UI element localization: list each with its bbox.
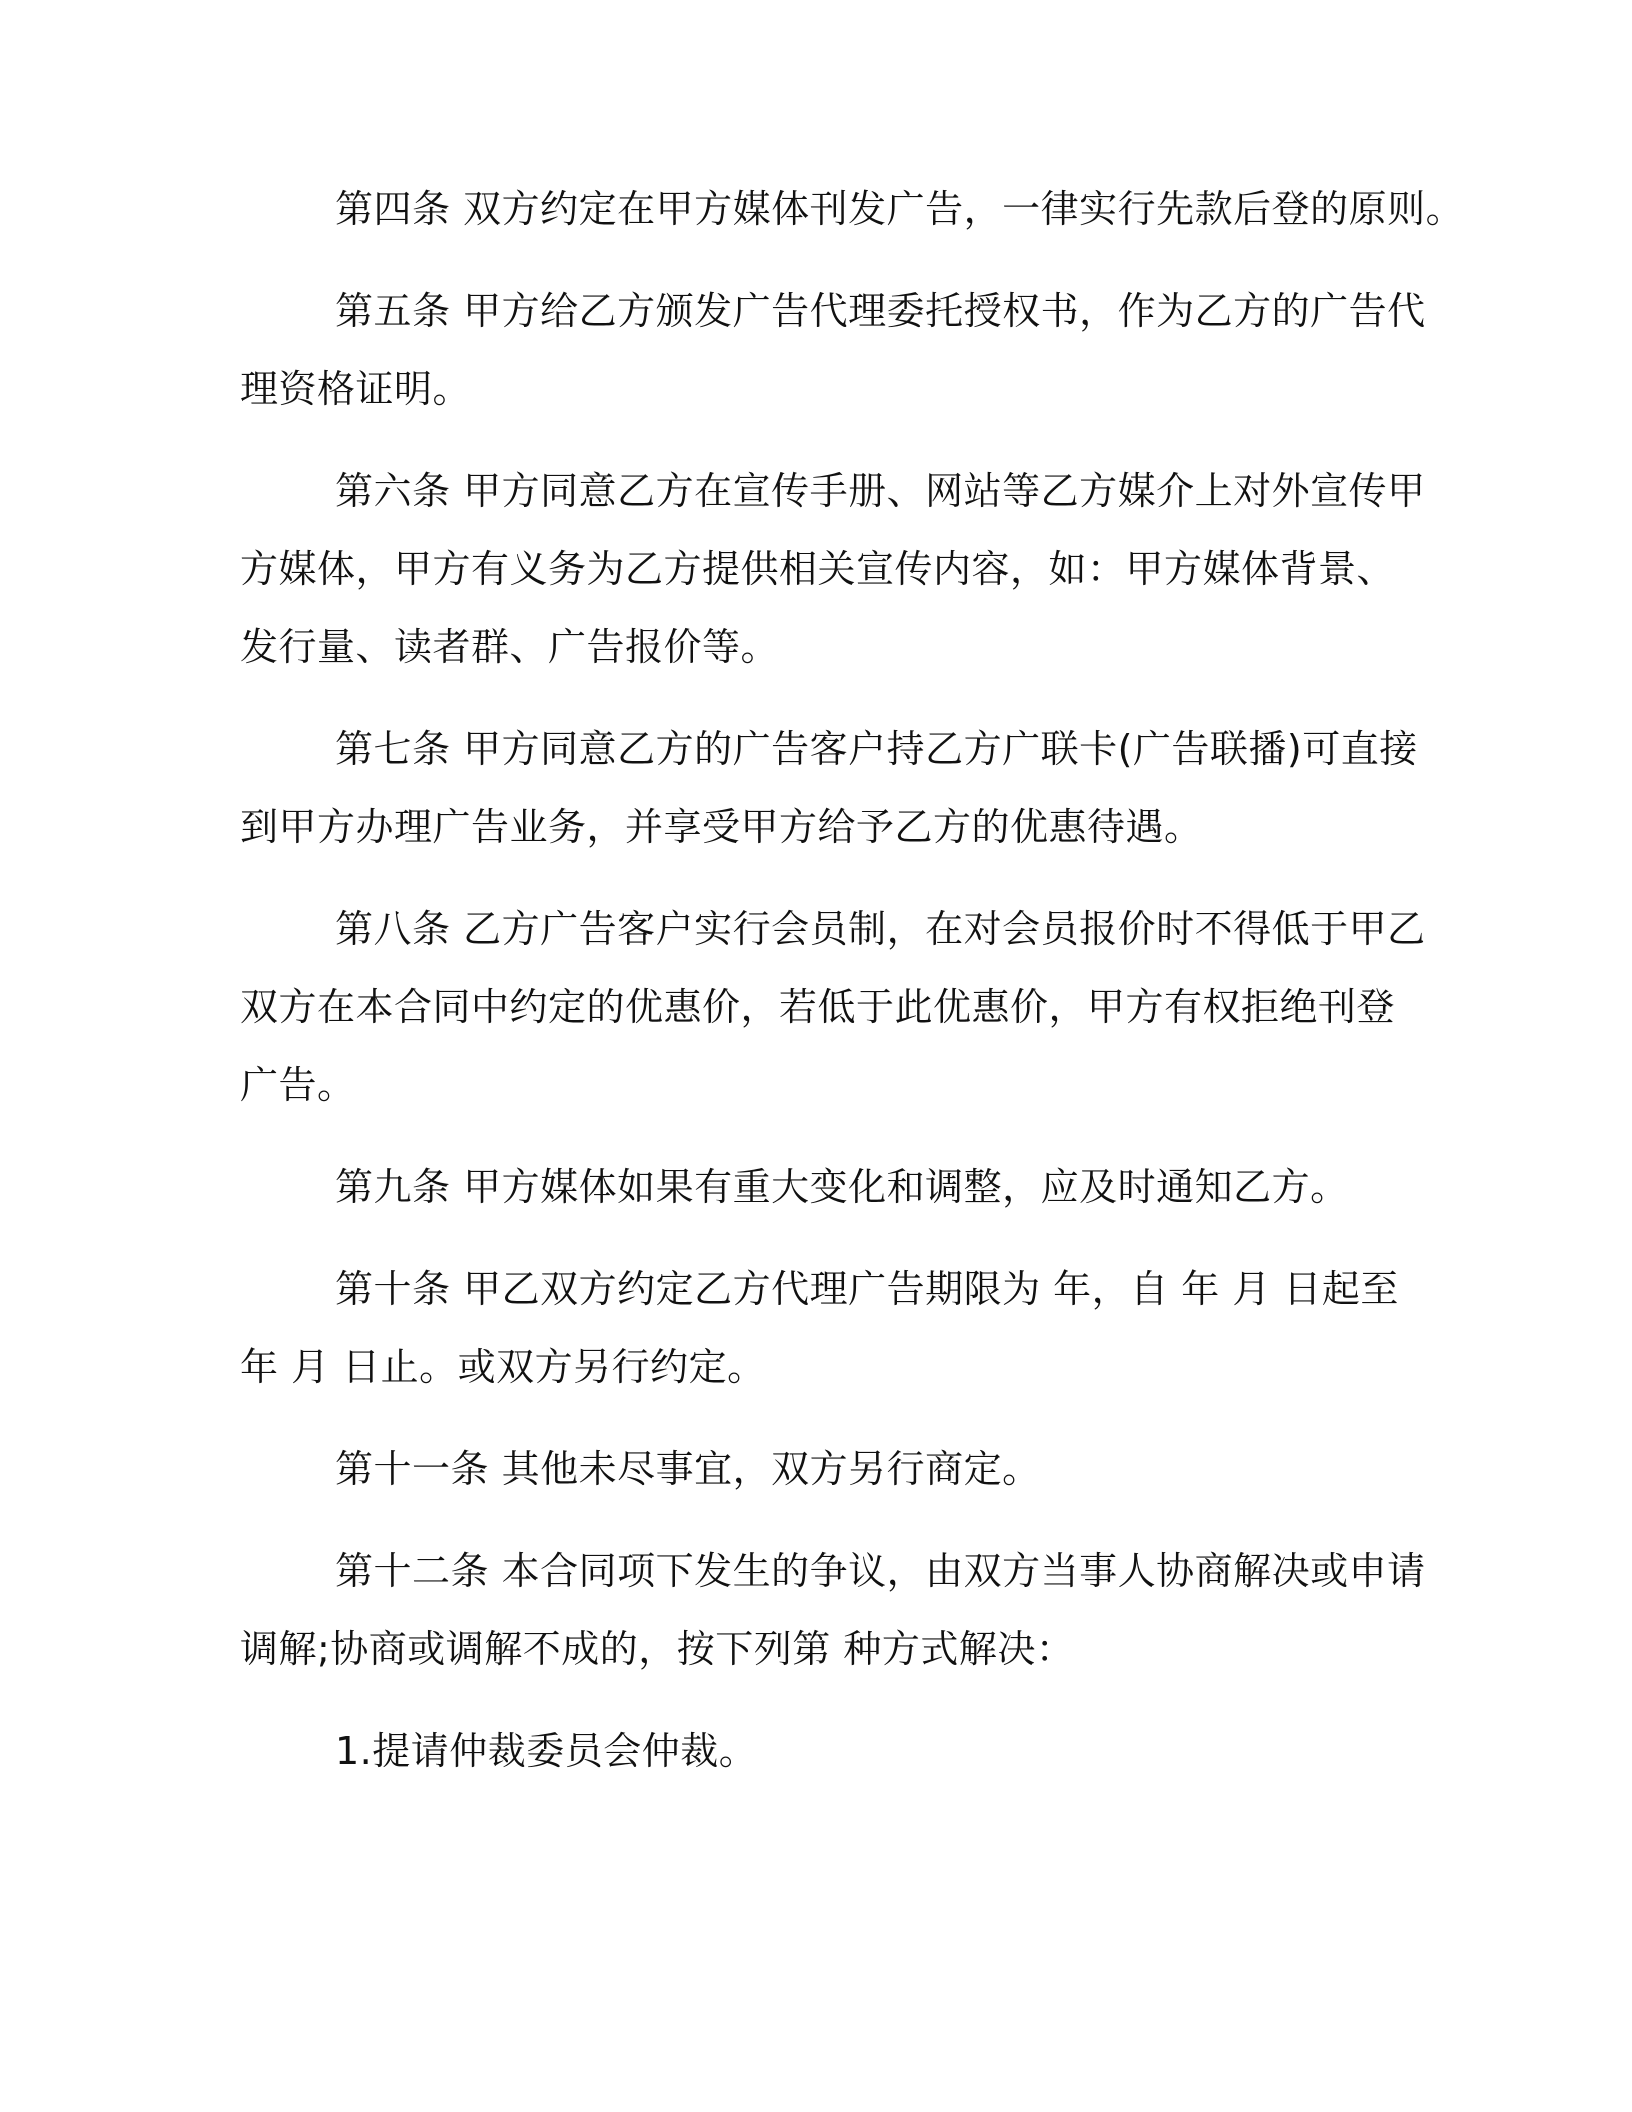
text-line: 第十条 甲乙双方约定乙方代理广告期限为 年，自 年 月 日起至 — [335, 1267, 1399, 1311]
option-1-paragraph — [240, 1712, 1410, 1790]
text-line: 第八条 乙方广告客户实行会员制，在对会员报价时不得低于甲乙 — [335, 907, 1426, 951]
text-line: 到甲方办理广告业务，并享受甲方给予乙方的优惠待遇。 — [240, 805, 1203, 849]
text-line: 调解;协商或调解不成的，按下列第 种方式解决： — [240, 1627, 1075, 1671]
text-line: 第十一条 其他未尽事宜，双方另行商定。 — [335, 1447, 1041, 1491]
article-6-paragraph — [240, 452, 1426, 686]
article-4-paragraph — [240, 170, 1465, 248]
article-11-paragraph — [240, 1430, 1410, 1508]
text-line: 第六条 甲方同意乙方在宣传手册、网站等乙方媒介上对外宣传甲 — [335, 469, 1426, 513]
text-line: 第十二条 本合同项下发生的争议，由双方当事人协商解决或申请 — [335, 1549, 1426, 1593]
text-line: 年 月 日止。或双方另行约定。 — [240, 1345, 766, 1389]
article-10-paragraph — [240, 1250, 1410, 1406]
article-8-paragraph — [240, 890, 1426, 1124]
text-line: 方媒体，甲方有义务为乙方提供相关宣传内容，如：甲方媒体背景、 — [240, 547, 1396, 591]
text-line: 理资格证明。 — [240, 367, 472, 411]
text-line: 第七条 甲方同意乙方的广告客户持乙方广联卡(广告联播)可直接 — [335, 727, 1418, 771]
text-line: 1.提请仲裁委员会仲裁。 — [335, 1729, 758, 1773]
article-5-paragraph — [240, 272, 1426, 428]
text-line: 第九条 甲方媒体如果有重大变化和调整，应及时通知乙方。 — [335, 1165, 1349, 1209]
article-9-paragraph — [240, 1148, 1410, 1226]
document-body — [240, 170, 1465, 1814]
text-line: 双方在本合同中约定的优惠价，若低于此优惠价，甲方有权拒绝刊登 — [240, 985, 1396, 1029]
text-line: 第四条 双方约定在甲方媒体刊发广告，一律实行先款后登的原则。 — [335, 187, 1465, 231]
article-12-paragraph — [240, 1532, 1426, 1688]
text-line: 发行量、读者群、广告报价等。 — [240, 625, 780, 669]
text-line: 广告。 — [240, 1063, 356, 1107]
article-7-paragraph — [240, 710, 1418, 866]
text-line: 第五条 甲方给乙方颁发广告代理委托授权书，作为乙方的广告代 — [335, 289, 1426, 333]
